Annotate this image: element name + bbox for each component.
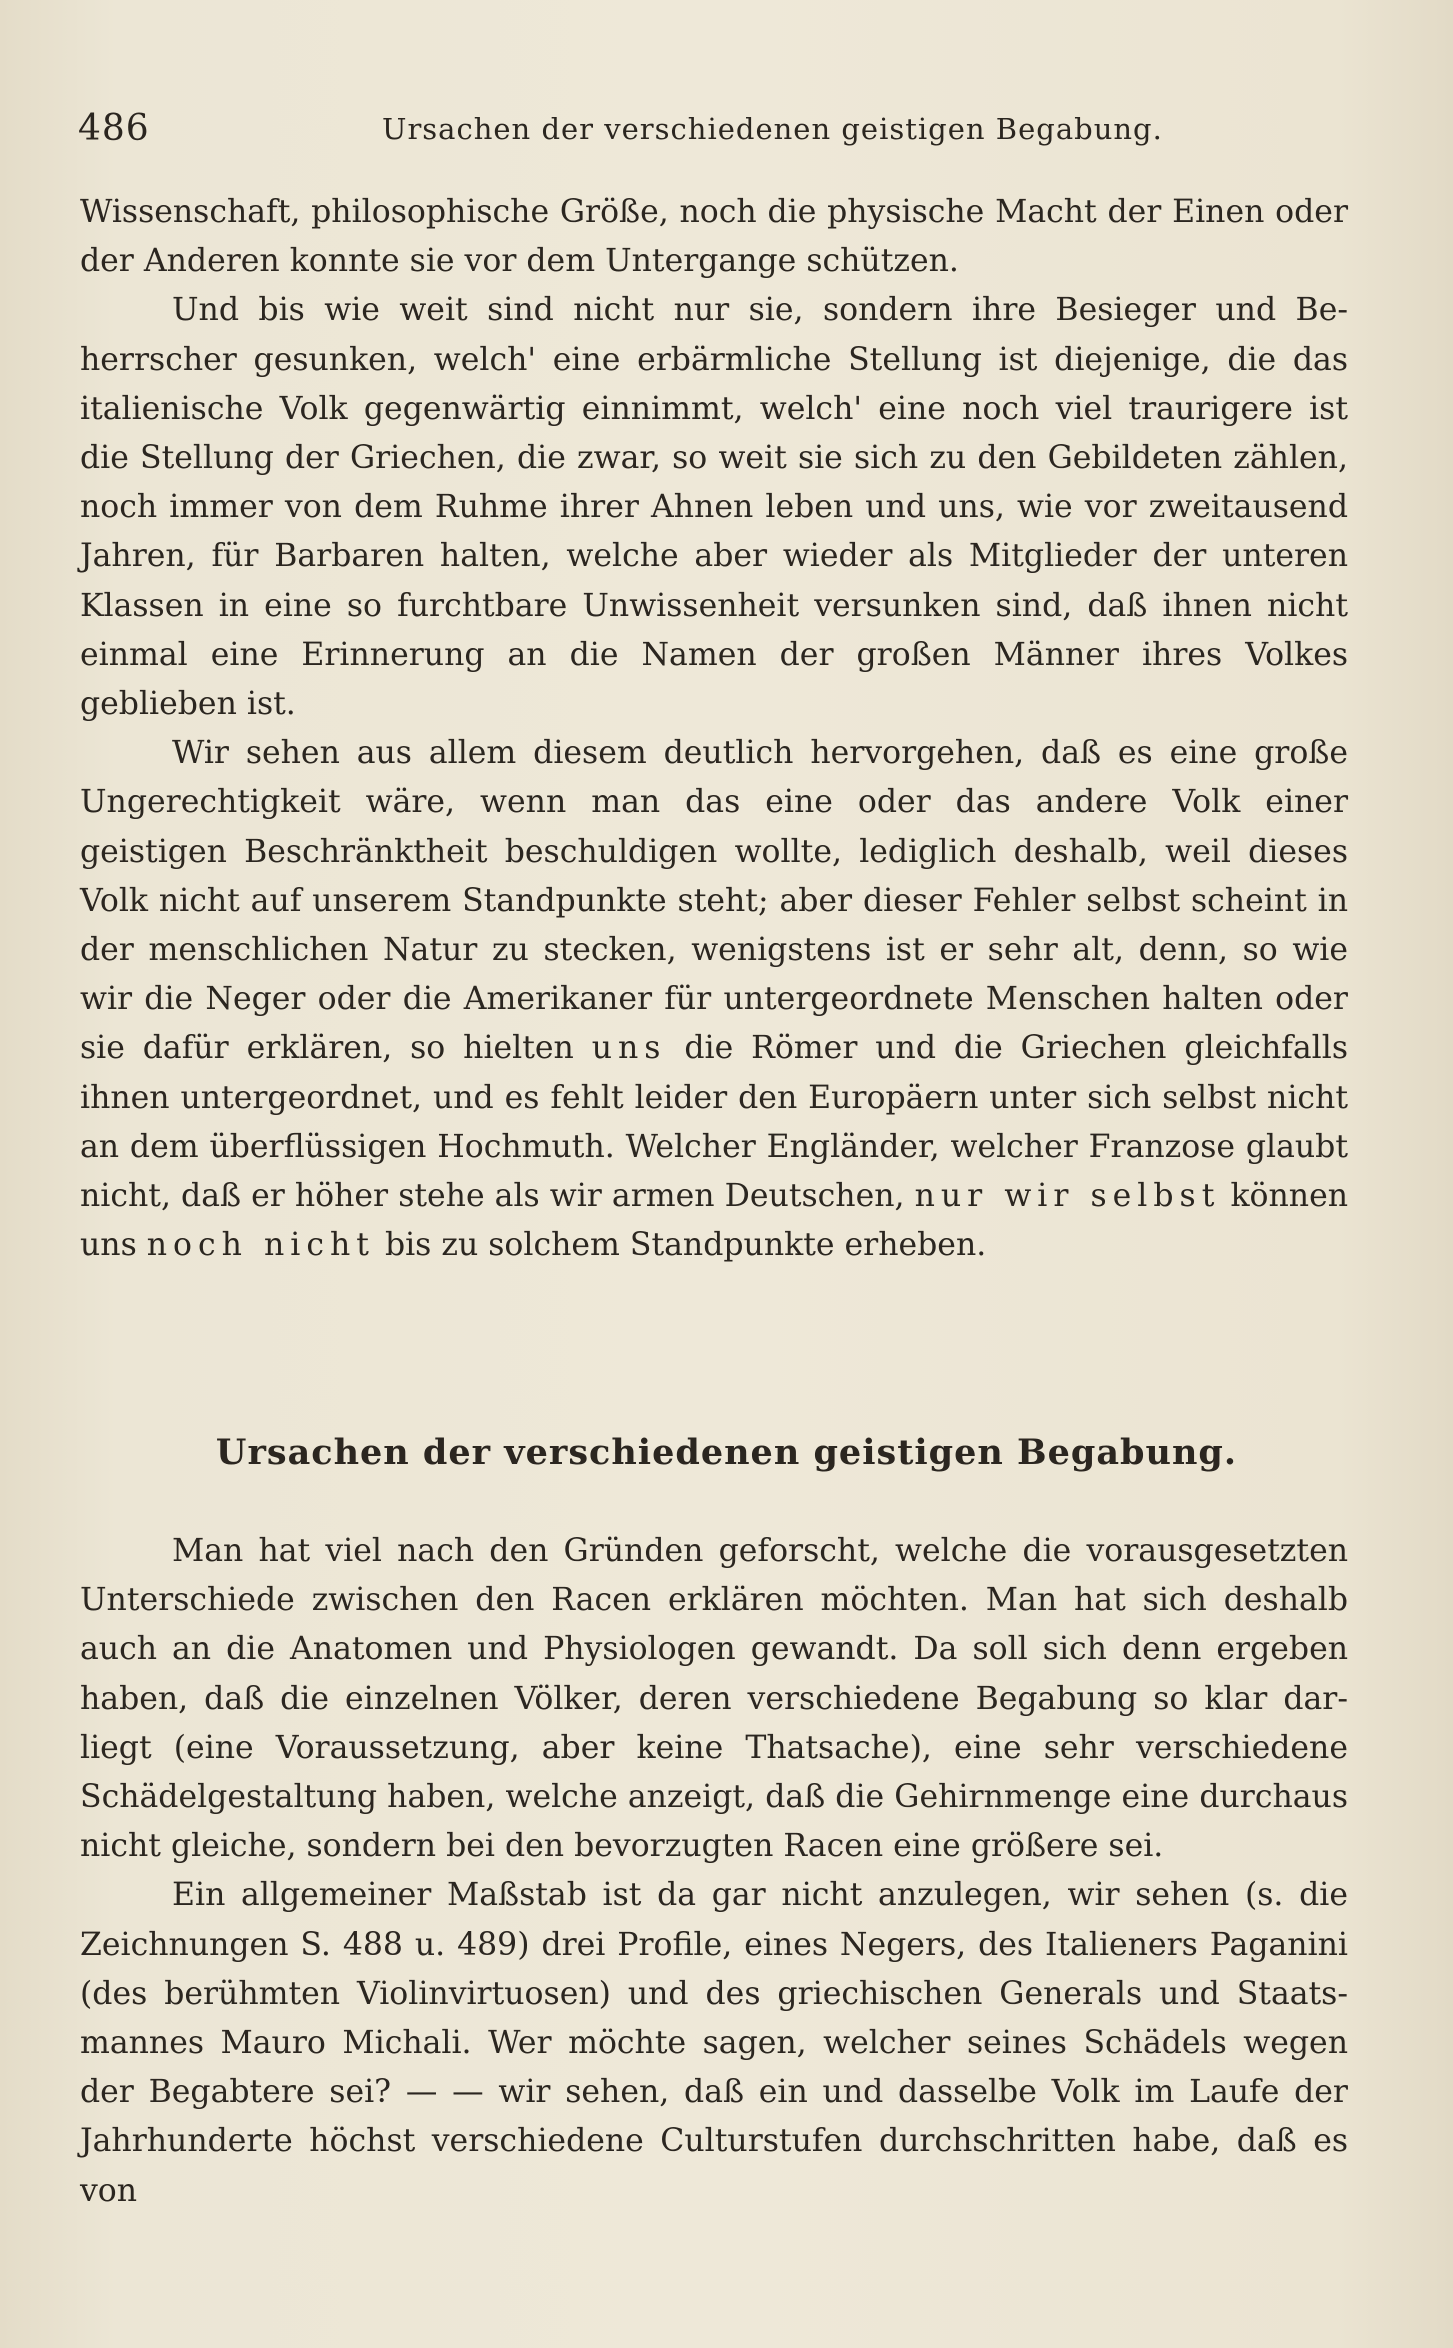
section-heading: Ursachen der verschiedenen geistigen Begabung. [215,1432,1238,1473]
page-number: 486 [78,108,150,149]
running-header [78,108,1348,148]
paragraph-continuation: Wissenschaft, philosophische Größe, noch die physische Macht der Einen oder der Anderen konnte sie vor dem Untergange schützen. [80,194,1348,280]
text-run: die Römer und die Griechen gleichfalls ihnen untergeordnet, und es fehlt leider den Europäern unter sich selbst nicht an dem überflüssigen Hochmuth. Welcher Engländer, welcher Franzose glaubt nicht, daß er höher stehe als wir armen Deutschen, [80,1030,1348,1215]
text-block-bottom [80,1527,1348,2216]
text-run: bis zu solchem Standpunkte erheben. [384,1227,987,1264]
text-run: Wir sehen aus allem diesem deutlich hervorgehen, daß es eine große Ungerechtigkeit wäre, wenn man das eine oder das andere Volk einer geistigen Beschränktheit beschuldigen wollte, lediglich deshalb, weil dieses Volk nicht auf unserem Standpunkte steht; aber dieser Fehler selbst scheint in der menschlichen Natur zu stecken, wenigstens ist er sehr alt, denn, so wie wir die Neger oder die Amerikaner für untergeordnete Menschen halten oder sie dafür erklären, so hielten [80,735,1348,1067]
emphasized-text: noch nicht [146,1227,375,1264]
emphasized-text: nur wir selbst [914,1178,1221,1215]
paragraph: Man hat viel nach den Gründen geforscht, welche die vorausgesetzten Unterschiede zwischen den Racen erklären möchten. Man hat sich deshalb auch an die Anatomen und Physiologen gewandt. Da soll sich denn ergeben haben, daß die einzelnen Völker, deren verschiedene Begabung so klar darliegt (eine Voraussetzung, aber keine Thatsache), eine sehr verschiedene Schädelgestaltung haben, welche anzeigt, daß die Gehirnmenge eine durchaus nicht gleiche, sondern bei den bevorzugten Racen eine größere sei. [80,1533,1348,1865]
running-title: Ursachen der verschiedenen geistigen Begabung. [382,112,1163,146]
text-block-top [80,188,1348,1270]
paragraph: Ein allgemeiner Maßstab ist da gar nicht anzulegen, wir sehen (s. die Zeichnungen S. 488 u. 489) drei Profile, eines Negers, des Italieners Paganini (des berühmten Violinvirtuosen) und des griechischen Generals und Staatsmannes Mauro Michali. Wer möchte sagen, welcher seines Schädels wegen der Begabtere sei? — — wir sehen, daß ein und dasselbe Volk im Laufe der Jahrhunderte höchst verschiedene Culturstufen durchschritten habe, daß es von [80,1877,1348,2209]
paragraph: Und bis wie weit sind nicht nur sie, sondern ihre Besieger und Beherrscher gesunken, welch' eine erbärmliche Stellung ist diejenige, die das italienische Volk gegenwärtig einnimmt, welch' eine noch viel traurigere ist die Stellung der Griechen, die zwar, so weit sie sich zu den Gebildeten zählen, noch immer von dem Ruhme ihrer Ahnen leben und uns, wie vor zweitausend Jahren, für Barbaren halten, welche aber wieder als Mitglieder der unteren Klassen in eine so furchtbare Unwissenheit versunken sind, daß ihnen nicht einmal eine Erinnerung an die Namen der großen Männer ihres Volkes geblieben ist. [80,292,1348,723]
text-run: können uns [80,1178,1349,1264]
paragraph-with-emphasis [80,729,1348,1270]
emphasized-text: uns [591,1030,667,1067]
